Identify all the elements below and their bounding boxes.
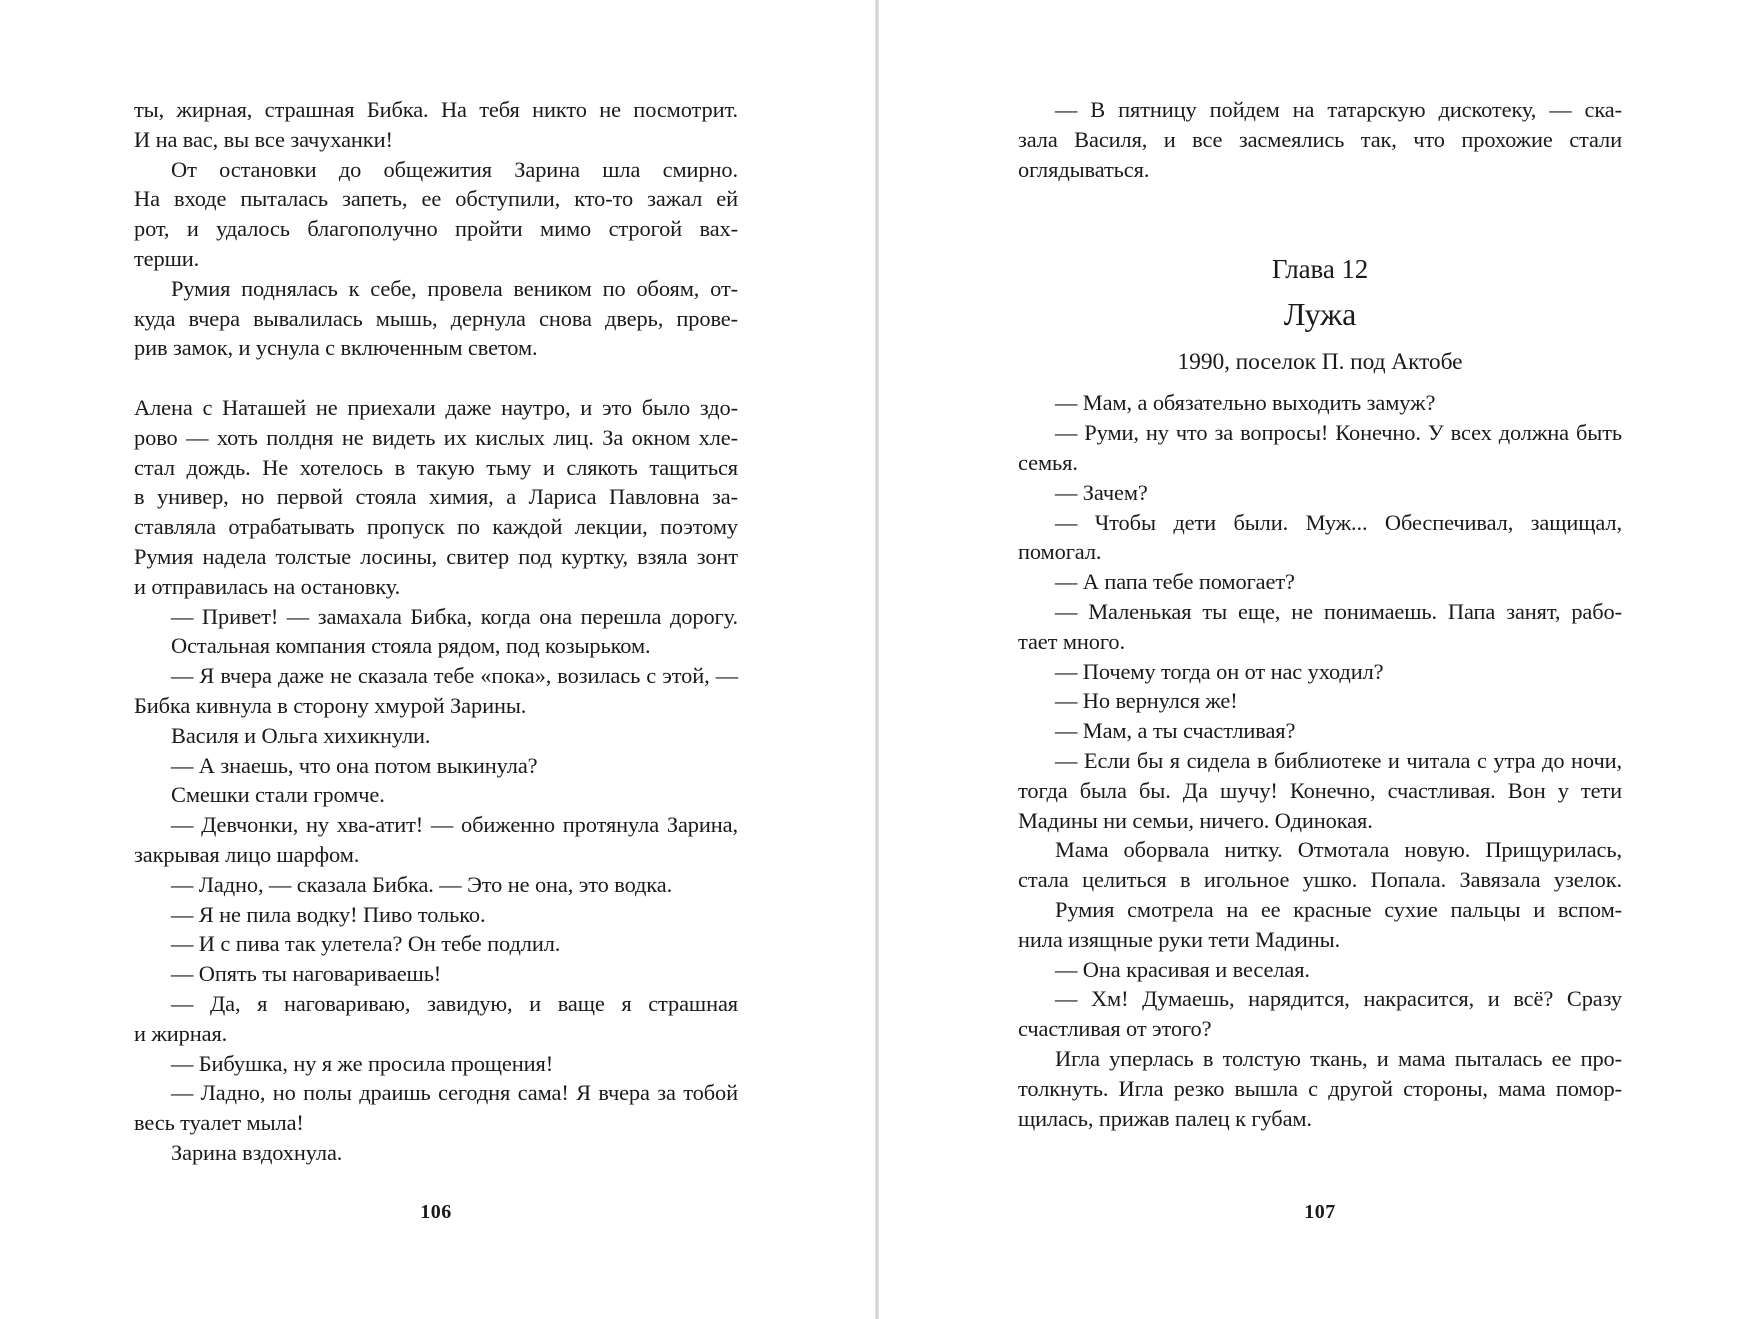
text-line: Остальная компания стояла рядом, под козырьком.	[171, 633, 651, 659]
text-line: и отправилась на остановку.	[134, 573, 401, 599]
text-line: весь туалет мыла!	[134, 1110, 304, 1136]
text-line: — А знаешь, что она потом выкинула?	[171, 752, 538, 778]
text-line: Зарина вздохнула.	[171, 1139, 343, 1165]
text-line: Румия поднялась к себе, провела веником по обоям, от-	[171, 275, 738, 301]
text-line: — Я вчера даже не сказала тебе «пока», возилась с этой, —	[171, 663, 738, 689]
text-line: — В пятницу пойдем на татарскую дискотеку, — ска-	[1055, 97, 1622, 122]
text-line: терши.	[134, 245, 200, 271]
left-page	[134, 0, 738, 1319]
text-line: Румия смотрела на ее красные сухие пальцы и вспом-	[1055, 896, 1622, 922]
text-line: От остановки до общежития Зарина шла смирно.	[171, 156, 738, 182]
chapter-subtitle: 1990, поселок П. под Актобе	[1177, 349, 1463, 376]
text-line: — Привет! — замахала Бибка, когда она перешла дорогу.	[171, 603, 738, 629]
page-number: 107	[1304, 1201, 1336, 1223]
text-line: счастливая от этого?	[1018, 1016, 1212, 1042]
text-line: рот, и удалось благополучно пройти мимо строгой вах-	[134, 216, 738, 242]
text-line: — Да, я наговариваю, завидую, и ваще я страшная	[171, 990, 738, 1016]
text-line: Румия надела толстые лосины, свитер под куртку, взяла зонт	[134, 543, 738, 569]
right-page-text	[1018, 95, 1622, 1133]
text-line: семья.	[1018, 449, 1078, 475]
text-line: — Мам, а ты счастливая?	[1055, 718, 1296, 744]
text-line: куда вчера вывалилась мышь, дернула снова дверь, прове-	[134, 305, 738, 331]
text-line: Игла уперлась в толстую ткань, и мама пыталась ее про-	[1055, 1045, 1622, 1071]
text-line: в универ, но первой стояла химия, а Лариса Павловна за-	[134, 484, 738, 510]
text-line: — Но вернулся же!	[1055, 688, 1238, 714]
text-line: На входе пыталась запеть, ее обступили, кто-то зажал ей	[134, 186, 738, 212]
text-line: — Я не пила водку! Пиво только.	[171, 901, 486, 927]
section-break	[134, 363, 738, 393]
text-line: и жирная.	[134, 1020, 228, 1046]
text-line: — Зачем?	[1055, 479, 1148, 505]
text-line: — Ладно, — сказала Бибка. — Это не она, это водка.	[171, 871, 673, 897]
text-line: — Хм! Думаешь, нарядится, накрасится, и всё? Сразу	[1055, 986, 1622, 1012]
text-line: нила изящные руки тети Мадины.	[1018, 926, 1341, 952]
text-line: — Девчонки, ну хва-атит! — обиженно протянула Зарина,	[171, 812, 738, 838]
text-line: оглядываться.	[1018, 156, 1150, 182]
text-line: — И с пива так улетела? Он тебе подлил.	[171, 931, 561, 957]
text-line: — А папа тебе помогает?	[1055, 569, 1295, 595]
text-line: — Почему тогда он от нас уходил?	[1055, 658, 1384, 684]
chapter-number: Глава 12	[1271, 254, 1369, 285]
text-line: зала Василя, и все засмеялись так, что прохожие стали	[1018, 126, 1622, 152]
page-number: 106	[420, 1201, 452, 1223]
text-line: тогда была бы. Да шучу! Конечно, счастливая. Вон у тети	[1018, 777, 1622, 803]
left-page-text	[134, 95, 738, 1168]
text-line: ставляла отрабатывать пропуск по каждой лекции, поэтому	[134, 514, 738, 540]
text-line: Алена с Наташей не приехали даже наутро, и это было здо-	[134, 394, 738, 420]
text-line: рово — хоть полдня не видеть их кислых лиц. За окном хле-	[134, 424, 738, 450]
text-line: — Бибушка, ну я же просила прощения!	[171, 1050, 554, 1076]
text-line: Мадины ни семьи, ничего. Одинокая.	[1018, 807, 1373, 833]
text-line: И на вас, вы все зачуханки!	[134, 126, 393, 152]
text-line: — Руми, ну что за вопросы! Конечно. У всех должна быть	[1055, 420, 1622, 446]
text-line: Смешки стали громче.	[171, 782, 385, 808]
text-line: — Если бы я сидела в библиотеке и читала с утра до ночи,	[1055, 747, 1622, 773]
text-line: Бибка кивнула в сторону хмурой Зарины.	[134, 692, 527, 718]
text-line: ты, жирная, страшная Бибка. На тебя никто не посмотрит.	[134, 97, 738, 122]
text-line: — Опять ты наговариваешь!	[171, 961, 442, 987]
text-line: щилась, прижав палец к губам.	[1018, 1105, 1312, 1131]
text-line: — Чтобы дети были. Муж... Обеспечивал, защищал,	[1055, 509, 1622, 535]
text-line: стала целиться в игольное ушко. Попала. Завязала узелок.	[1018, 867, 1622, 893]
text-line: стал дождь. Не хотелось в такую тьму и слякоть тащиться	[134, 454, 738, 480]
text-line: — Ладно, но полы драишь сегодня сама! Я вчера за тобой	[171, 1080, 738, 1106]
text-line: рив замок, и уснула с включенным светом.	[134, 335, 538, 361]
right-page	[1018, 0, 1622, 1319]
chapter-heading	[1018, 249, 1622, 385]
text-line: — Мам, а обязательно выходить замуж?	[1055, 390, 1436, 416]
book-gutter	[875, 0, 879, 1319]
text-line: толкнуть. Игла резко вышла с другой стороны, мама помор-	[1018, 1075, 1622, 1101]
text-line: помогал.	[1018, 539, 1102, 565]
text-line: — Она красивая и веселая.	[1055, 956, 1310, 982]
text-line: тает много.	[1018, 628, 1125, 654]
chapter-title: Лужа	[1283, 296, 1357, 333]
text-line: Мама оборвала нитку. Отмотала новую. Прищурилась,	[1055, 837, 1622, 863]
text-line: закрывая лицо шарфом.	[134, 841, 360, 867]
text-line: — Маленькая ты еще, не понимаешь. Папа занят, рабо-	[1055, 598, 1622, 624]
text-line: Василя и Ольга хихикнули.	[171, 722, 431, 748]
